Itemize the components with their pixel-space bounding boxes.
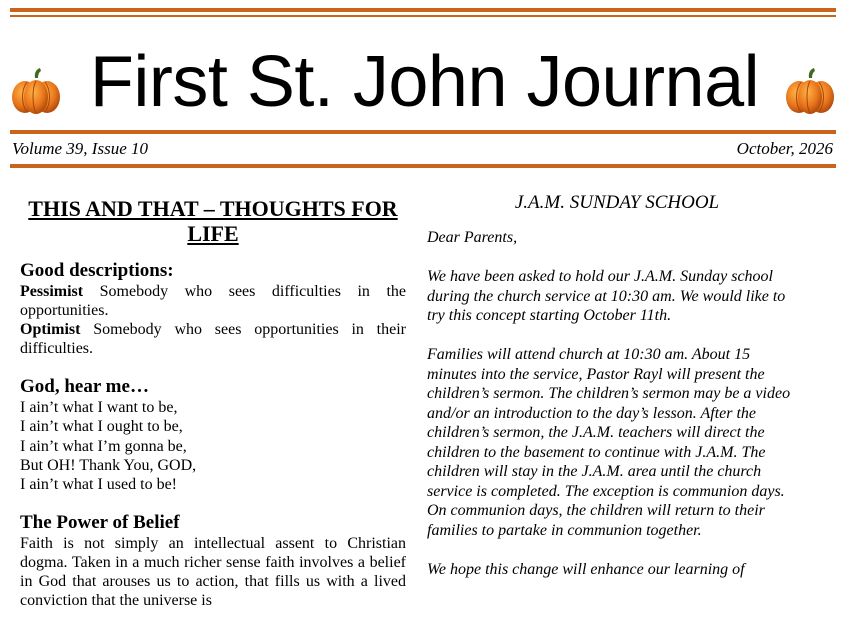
pumpkin-icon — [784, 66, 836, 116]
optimist-term: Optimist — [20, 321, 81, 338]
top-rule-thin — [10, 15, 836, 17]
left-column — [20, 196, 406, 610]
power-of-belief-heading: The Power of Belief — [20, 512, 180, 534]
right-column — [427, 192, 799, 599]
poem-line: I ain’t what I’m gonna be, — [20, 437, 187, 455]
poem-line: But OH! Thank You, GOD, — [20, 456, 197, 474]
pessimist-term: Pessimist — [20, 283, 84, 300]
thoughts-title: THIS AND THAT – THOUGHTS FOR LIFE — [28, 196, 398, 246]
letter-paragraph: Families will attend church at 10:30 am. About 15 minutes into the service, Pastor Rayl will present the children’s sermon. The children’s sermon may be a video and/or an introduction to the day’s lesson. After the children’s sermon, the J.A.M. teachers will direct the children to the basement to continue with J.A.M. The children will stay in the J.A.M. area until the church service is completed. The exception is communion days. On communion days, the children will return to their families to partake in communion together. — [427, 346, 791, 539]
letter-greeting: Dear Parents, — [427, 229, 518, 246]
good-descriptions-heading: Good descriptions: — [20, 260, 174, 281]
poem-heading: God, hear me… — [20, 376, 149, 397]
newsletter-title: First St. John Journal — [89, 42, 760, 122]
optimist-definition — [20, 320, 406, 358]
pessimist-text: Somebody who sees difficulties in the opportunities. — [20, 283, 406, 319]
masthead-bottom-rule — [10, 130, 836, 134]
power-of-belief-text: Faith is not simply an intellectual assent to Christian dogma. Taken in a much richer sense faith involves a belief in God that arouses us to action, that fills us with a lived conviction that the universe is — [20, 535, 406, 610]
issue-volume: Volume 39, Issue 10 — [12, 139, 148, 158]
issue-date: October, 2026 — [736, 139, 833, 158]
jam-sunday-school-title: J.A.M. SUNDAY SCHOOL — [514, 192, 720, 213]
letter-paragraph: We hope this change will enhance our learning of — [427, 560, 745, 578]
letter-paragraph: We have been asked to hold our J.A.M. Sunday school during the church service at 10:30 am. We would like to try this concept starting October 11th. — [427, 268, 786, 324]
pessimist-definition — [20, 282, 406, 320]
optimist-text: Somebody who sees opportunities in their difficulties. — [20, 321, 406, 357]
poem-line: I ain’t what I ought to be, — [20, 418, 183, 436]
poem-line: I ain’t what I used to be! — [20, 476, 177, 494]
top-rule-thick — [10, 8, 836, 12]
issue-bar-bottom-rule — [10, 164, 836, 168]
poem-line: I ain’t what I want to be, — [20, 399, 178, 416]
